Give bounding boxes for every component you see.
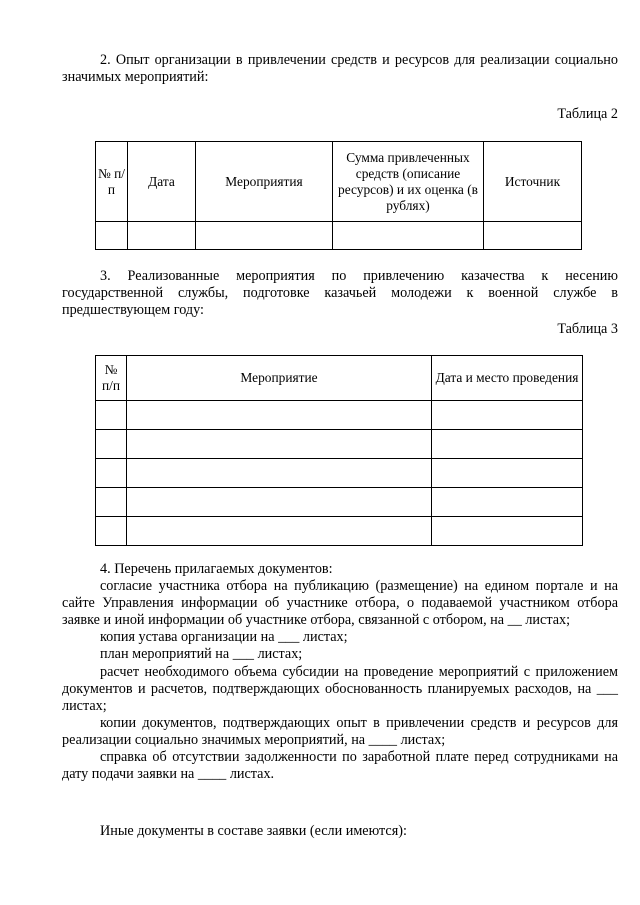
list-item: копия устава организации на ___ листах; [100, 629, 348, 646]
table-3-header-num: № п/п [96, 356, 127, 401]
table-cell [196, 222, 333, 250]
list-item: справка об отсутствии задолженности по заработной плате перед сотрудниками на дату подачи заявки на ____ листах. [62, 749, 618, 783]
section-2-text: 2. Опыт организации в привлечении средств и ресурсов для реализации социально значимых мероприятий: [62, 52, 618, 85]
table-2-header-date: Дата [128, 142, 196, 222]
table-cell [127, 459, 432, 488]
list-item: план мероприятий на ___ листах; [100, 646, 303, 663]
other-documents-text: Иные документы в составе заявки (если имеются): [100, 823, 407, 839]
table-3-header-event: Мероприятие [127, 356, 432, 401]
table-cell [96, 222, 128, 250]
section-3-text: 3. Реализованные мероприятия по привлечению казачества к несению государственной службы, подготовке казачьей молодежи к военной службе в предшествующем году: [62, 268, 618, 318]
table-2 [95, 141, 582, 250]
table-cell [432, 488, 583, 517]
table-cell [96, 401, 127, 430]
table-cell [96, 430, 127, 459]
table-cell [432, 517, 583, 546]
table-3 [95, 355, 583, 546]
list-item: копии документов, подтверждающих опыт в привлечении средств и ресурсов для реализации социально значимых мероприятий, на ____ листах; [62, 714, 618, 748]
table-2-header-sum: Сумма привлеченных средств (описание ресурсов) и их оценка (в рублях) [333, 142, 484, 222]
table-row [96, 430, 583, 459]
table-2-header-events: Мероприятия [196, 142, 333, 222]
table-cell [432, 459, 583, 488]
table-cell [96, 459, 127, 488]
table-cell [128, 222, 196, 250]
table-row [96, 459, 583, 488]
table-row [96, 488, 583, 517]
table-2-caption: Таблица 2 [557, 106, 618, 122]
table-row [96, 517, 583, 546]
table-2-header-num: № п/п [96, 142, 128, 222]
table-cell [127, 430, 432, 459]
list-item: согласие участника отбора на публикацию (размещение) на едином портале и на сайте Управления информации об участнике отбора, о подаваемой участником отбора заявке и иной информации об участнике отбора, связанной с отбором, на __ листах; [62, 578, 618, 629]
table-2-header-source: Источник [484, 142, 582, 222]
table-3-caption: Таблица 3 [557, 321, 618, 337]
table-cell [96, 517, 127, 546]
table-row [96, 222, 582, 250]
table-cell [484, 222, 582, 250]
table-cell [96, 488, 127, 517]
table-cell [127, 488, 432, 517]
table-row [96, 401, 583, 430]
table-cell [127, 401, 432, 430]
table-cell [432, 430, 583, 459]
documents-list [62, 561, 618, 783]
table-3-header-date-place: Дата и место проведения [432, 356, 583, 401]
table-cell [127, 517, 432, 546]
table-cell [432, 401, 583, 430]
table-cell [333, 222, 484, 250]
table-2-header-row [96, 142, 582, 222]
list-item: расчет необходимого объема субсидии на проведение мероприятий с приложением документов и расчетов, подтверждающих обоснованность планируемых расходов, на ___ листах; [62, 663, 618, 714]
section-4-title: 4. Перечень прилагаемых документов: [100, 561, 333, 577]
table-3-header-row [96, 356, 583, 401]
